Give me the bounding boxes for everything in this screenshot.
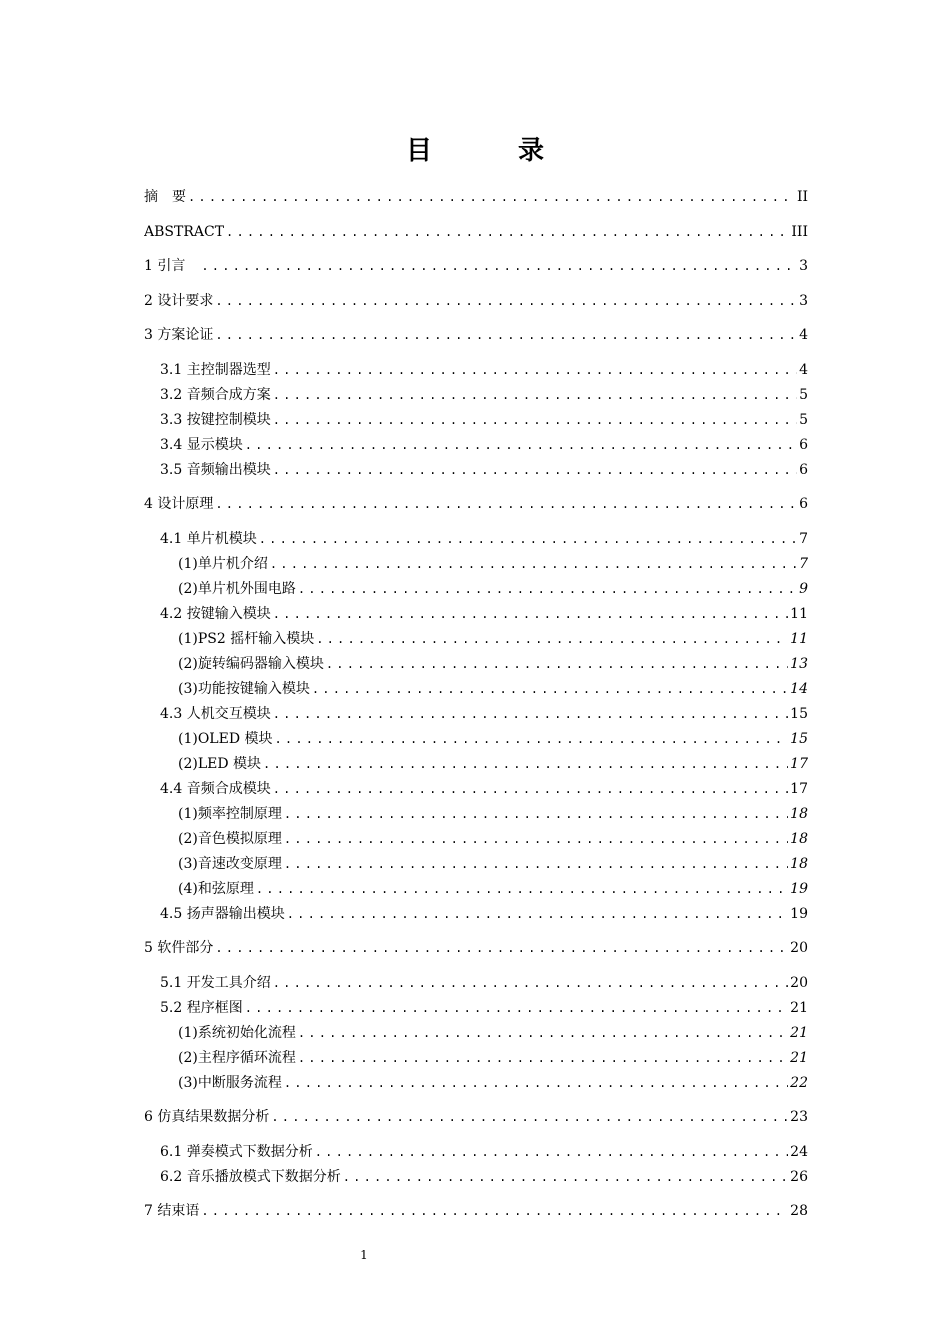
toc-dot-leader	[256, 877, 788, 902]
toc-dot-leader	[273, 408, 797, 433]
toc-entry[interactable]	[144, 1071, 808, 1096]
toc-entry-page: 6	[799, 496, 808, 512]
toc-entry-label: (4)和弦原理	[178, 880, 254, 897]
page-number: 1	[360, 1248, 368, 1262]
toc-entry[interactable]	[144, 492, 808, 517]
toc-entry-label: 7 结束语	[144, 1203, 200, 1219]
toc-dot-leader	[275, 727, 789, 752]
toc-dot-leader	[316, 627, 788, 652]
toc-entry-page: 18	[790, 855, 808, 872]
toc-entry[interactable]	[144, 1105, 808, 1130]
toc-entry[interactable]	[144, 185, 808, 210]
toc-entry-label: 5.1 开发工具介绍	[160, 974, 271, 991]
toc-entry[interactable]	[144, 902, 808, 927]
toc-dot-leader	[226, 220, 789, 245]
toc-entry-page: 11	[790, 605, 808, 622]
toc-entry[interactable]	[144, 358, 808, 383]
toc-entry-label: 2 设计要求	[144, 292, 214, 309]
toc-entry-page: 15	[790, 705, 808, 722]
toc-entry-label: 3 方案论证	[144, 327, 214, 343]
toc-entry[interactable]	[144, 1140, 808, 1165]
toc-entry[interactable]	[144, 254, 808, 279]
toc-entry[interactable]	[144, 383, 808, 408]
toc-entry-label: 6.1 弹奏模式下数据分析	[160, 1143, 313, 1160]
toc-entry-page: 9	[799, 580, 808, 597]
toc-entry-page: 6	[799, 461, 808, 478]
toc-dot-leader	[273, 383, 797, 408]
toc-dot-leader	[215, 323, 797, 348]
toc-entry-label: (1)OLED 模块	[178, 730, 273, 747]
toc-entry-label: 摘 要	[144, 189, 186, 205]
toc-entry[interactable]	[144, 1021, 808, 1046]
toc-entry-label: 3.2 音频合成方案	[160, 386, 271, 403]
toc-dot-leader	[201, 254, 797, 279]
toc-entry-label: (2)单片机外围电路	[178, 580, 296, 597]
toc-entry-label: (2)音色模拟原理	[178, 830, 282, 847]
toc-entry[interactable]	[144, 827, 808, 852]
toc-entry-label: (3)中断服务流程	[178, 1074, 282, 1091]
toc-entry[interactable]	[144, 971, 808, 996]
toc-entry-page: 19	[790, 905, 808, 922]
toc-dot-leader	[215, 936, 788, 961]
toc-entry-label: 4 设计原理	[144, 496, 214, 512]
toc-dot-leader	[245, 996, 788, 1021]
toc-entry-page: III	[791, 223, 808, 240]
toc-entry-label: ABSTRACT	[144, 223, 225, 240]
toc-entry[interactable]	[144, 677, 808, 702]
toc-dot-leader	[215, 289, 797, 314]
toc-entry[interactable]	[144, 777, 808, 802]
toc-dot-leader	[263, 752, 788, 777]
toc-entry-label: 4.2 按键输入模块	[160, 605, 271, 622]
toc-entry[interactable]	[144, 527, 808, 552]
toc-entry-page: 4	[799, 327, 808, 343]
toc-entry-page: 4	[799, 361, 808, 378]
toc-entry[interactable]	[144, 877, 808, 902]
toc-entry[interactable]	[144, 852, 808, 877]
toc-entry-page: 21	[790, 1049, 808, 1066]
toc-dot-leader	[298, 1046, 788, 1071]
toc-dot-leader	[188, 185, 795, 210]
toc-entry-page: 18	[790, 830, 808, 847]
toc-dot-leader	[259, 527, 797, 552]
toc-entry-page: 22	[790, 1074, 808, 1091]
toc-entry-page: 7	[799, 530, 808, 547]
toc-entry-label: (2)主程序循环流程	[178, 1049, 296, 1066]
toc-entry-page: 18	[790, 805, 808, 822]
toc-dot-leader	[315, 1140, 788, 1165]
toc-entry-label: 4.4 音频合成模块	[160, 780, 271, 797]
toc-entry-page: 17	[790, 755, 808, 772]
toc-entry-page: 15	[790, 730, 808, 747]
toc-entry[interactable]	[144, 289, 808, 314]
toc-entry-page: 6	[799, 436, 808, 453]
toc-entry-page: 19	[790, 880, 808, 897]
toc-entry[interactable]	[144, 727, 808, 752]
toc-entry-label: 3.1 主控制器选型	[160, 361, 271, 378]
toc-entry[interactable]	[144, 602, 808, 627]
toc-dot-leader	[245, 433, 797, 458]
toc-dot-leader	[312, 677, 788, 702]
toc-entry-label: 1 引言	[144, 258, 200, 274]
toc-dot-leader	[270, 552, 797, 577]
toc-dot-leader	[326, 652, 788, 677]
toc-entry-label: 3.4 显示模块	[160, 436, 243, 453]
toc-entry-label: (3)功能按键输入模块	[178, 680, 310, 697]
toc-dot-leader	[284, 827, 788, 852]
toc-entry-page: 23	[790, 1109, 808, 1125]
toc-entry[interactable]	[144, 627, 808, 652]
table-of-contents	[144, 185, 808, 1224]
page-title: 目 录	[405, 136, 574, 166]
toc-dot-leader	[284, 1071, 788, 1096]
toc-dot-leader	[298, 577, 797, 602]
toc-entry[interactable]	[144, 577, 808, 602]
toc-dot-leader	[298, 1021, 788, 1046]
toc-dot-leader	[284, 802, 788, 827]
toc-entry-page: 21	[790, 1024, 808, 1041]
toc-entry-page: 21	[790, 999, 808, 1016]
toc-dot-leader	[273, 971, 788, 996]
toc-entry[interactable]	[144, 802, 808, 827]
toc-entry-label: 5 软件部分	[144, 940, 214, 956]
toc-dot-leader	[273, 602, 788, 627]
toc-entry-label: (1)系统初始化流程	[178, 1024, 296, 1041]
toc-entry[interactable]	[144, 323, 808, 348]
toc-entry-label: 6 仿真结果数据分析	[144, 1109, 270, 1125]
toc-entry-label: 4.5 扬声器输出模块	[160, 905, 285, 922]
toc-dot-leader	[287, 902, 788, 927]
toc-entry-label: 3.5 音频输出模块	[160, 461, 271, 478]
toc-entry-label: (3)音速改变原理	[178, 855, 282, 872]
toc-entry-label: 6.2 音乐播放模式下数据分析	[160, 1168, 341, 1185]
toc-entry[interactable]	[144, 996, 808, 1021]
toc-dot-leader	[273, 777, 788, 802]
toc-entry[interactable]	[144, 433, 808, 458]
toc-entry-page: II	[796, 189, 808, 205]
toc-dot-leader	[273, 458, 797, 483]
toc-entry-page: 26	[790, 1168, 808, 1185]
toc-dot-leader	[284, 852, 788, 877]
toc-entry-page: 7	[799, 555, 808, 572]
toc-entry[interactable]	[144, 752, 808, 777]
toc-entry[interactable]	[144, 1199, 808, 1224]
toc-entry-label: 5.2 程序框图	[160, 999, 243, 1016]
toc-entry-label: 3.3 按键控制模块	[160, 411, 271, 428]
toc-entry[interactable]	[144, 1046, 808, 1071]
toc-entry-label: (1)频率控制原理	[178, 805, 282, 822]
toc-entry-page: 13	[790, 655, 808, 672]
toc-dot-leader	[215, 492, 797, 517]
toc-entry-label: 4.3 人机交互模块	[160, 705, 271, 722]
toc-entry-label: (1)PS2 摇杆输入模块	[178, 630, 315, 647]
toc-entry-page: 5	[799, 386, 808, 403]
toc-dot-leader	[273, 702, 788, 727]
toc-entry[interactable]	[144, 458, 808, 483]
toc-entry-page: 3	[799, 292, 808, 309]
toc-entry-page: 14	[790, 680, 808, 697]
toc-entry-page: 3	[799, 258, 808, 274]
toc-entry[interactable]	[144, 408, 808, 433]
toc-entry-page: 20	[790, 940, 808, 956]
toc-entry-page: 11	[790, 630, 808, 647]
toc-entry-page: 17	[790, 780, 808, 797]
toc-dot-leader	[343, 1165, 788, 1190]
toc-dot-leader	[271, 1105, 788, 1130]
toc-entry-page: 28	[790, 1203, 808, 1219]
toc-entry[interactable]	[144, 702, 808, 727]
toc-entry[interactable]	[144, 552, 808, 577]
toc-dot-leader	[201, 1199, 788, 1224]
toc-dot-leader	[273, 358, 797, 383]
toc-entry-page: 20	[790, 974, 808, 991]
toc-entry[interactable]	[144, 220, 808, 245]
toc-entry-label: (2)旋转编码器输入模块	[178, 655, 324, 672]
toc-entry-label: (2)LED 模块	[178, 755, 262, 772]
toc-entry-label: (1)单片机介绍	[178, 555, 268, 572]
toc-entry[interactable]	[144, 652, 808, 677]
toc-entry[interactable]	[144, 936, 808, 961]
toc-entry-label: 4.1 单片机模块	[160, 530, 257, 547]
toc-entry-page: 5	[799, 411, 808, 428]
toc-entry-page: 24	[790, 1143, 808, 1160]
toc-entry[interactable]	[144, 1165, 808, 1190]
